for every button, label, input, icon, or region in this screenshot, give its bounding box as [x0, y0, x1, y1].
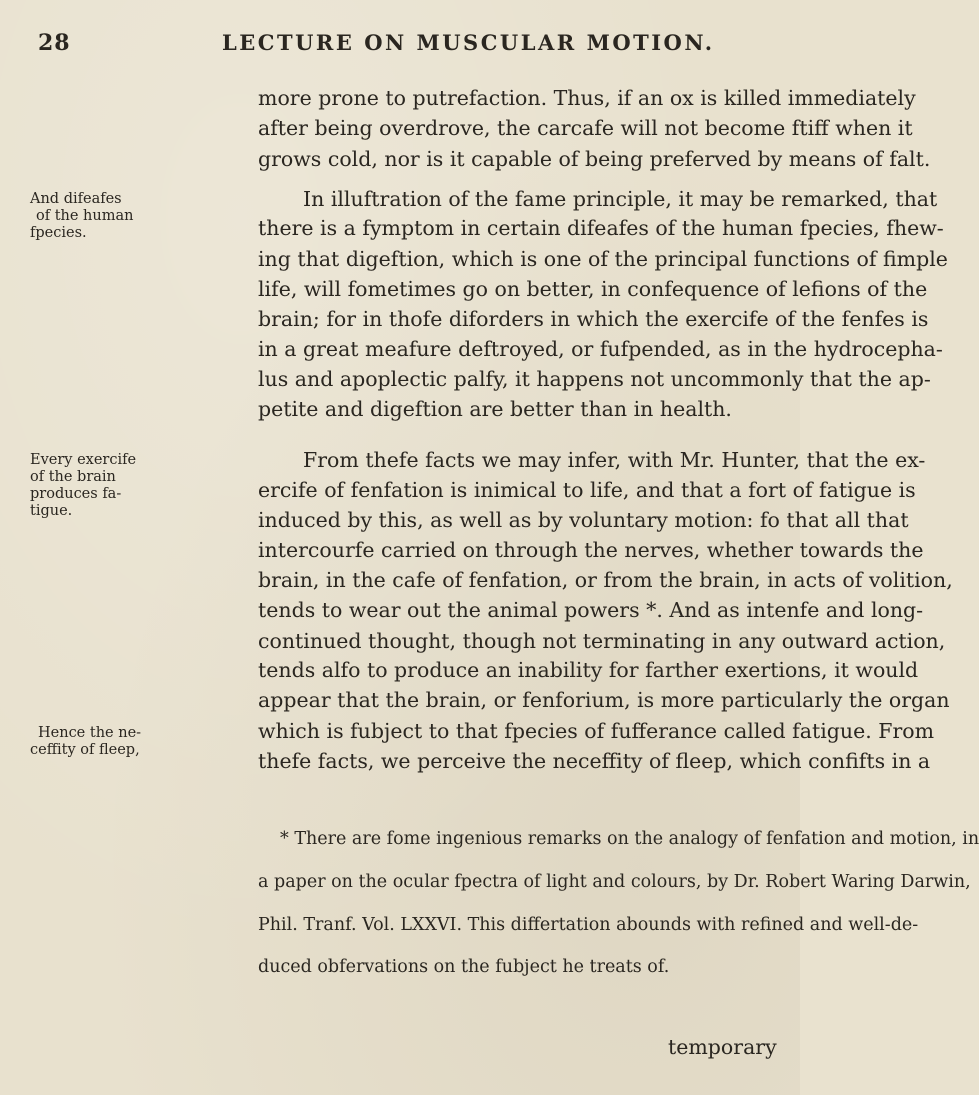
catchword: temporary: [668, 1035, 777, 1059]
margin-note-line: tigue.: [30, 503, 73, 519]
body-line: thefe facts, we perceive the neceffity of fleep, which confifts in a: [258, 749, 931, 773]
body-line: lus and apoplectic palfy, it happens not uncommonly that the ap-: [258, 367, 931, 391]
body-line: continued thought, though not terminating in any outward action,: [258, 629, 946, 653]
body-line: In illuftration of the fame principle, it may be remarked, that: [303, 187, 938, 211]
page-number: 28: [38, 30, 71, 56]
footnote-line: * There are fome ingenious remarks on the analogy of fenfation and motion, in: [280, 829, 979, 849]
running-head: LECTURE ON MUSCULAR MOTION.: [222, 30, 715, 55]
footnote-line: duced obfervations on the fubject he treats of.: [258, 957, 670, 977]
margin-note-line: produces fa-: [30, 486, 122, 502]
body-line: ing that digeftion, which is one of the principal functions of fimple: [258, 247, 948, 271]
body-line: in a great meafure deftroyed, or fufpended, as in the hydrocepha-: [258, 337, 943, 361]
body-line: more prone to putrefaction. Thus, if an ox is killed immediately: [258, 86, 916, 110]
margin-note-line: fpecies.: [30, 225, 87, 241]
body-line: intercourfe carried on through the nerves, whether towards the: [258, 538, 924, 562]
margin-note-line: Hence the ne-: [38, 725, 142, 741]
margin-note-line: of the human: [36, 208, 134, 224]
margin-note-diseases: [30, 191, 140, 242]
body-line: induced by this, as well as by voluntary motion: fo that all that: [258, 508, 909, 532]
body-line: grows cold, nor is it capable of being preferved by means of falt.: [258, 147, 931, 171]
footnote-line: a paper on the ocular fpectra of light and colours, by Dr. Robert Waring Darwin,: [258, 872, 971, 892]
body-line: tends alfo to produce an inability for farther exertions, it would: [258, 658, 919, 682]
margin-note-fatigue: [30, 452, 140, 520]
margin-note-line: of the brain: [30, 469, 116, 485]
body-line: brain; for in thofe diforders in which the exercife of the fenfes is: [258, 307, 929, 331]
body-line: tends to wear out the animal powers *. And as intenfe and long-: [258, 598, 924, 622]
margin-note-sleep: [30, 725, 140, 759]
body-line: there is a fymptom in certain difeafes of the human fpecies, fhew-: [258, 216, 944, 240]
body-line: ercife of fenfation is inimical to life, and that a fort of fatigue is: [258, 478, 916, 502]
body-line: life, will fometimes go on better, in confequence of lefions of the: [258, 277, 928, 301]
body-line: brain, in the cafe of fenfation, or from the brain, in acts of volition,: [258, 568, 953, 592]
body-line: which is fubject to that fpecies of fufferance called fatigue. From: [258, 719, 935, 743]
margin-note-line: ceffity of fleep,: [30, 742, 140, 758]
body-line: after being overdrove, the carcafe will not become ftiff when it: [258, 116, 913, 140]
body-line: From thefe facts we may infer, with Mr. Hunter, that the ex-: [303, 448, 926, 472]
body-line: petite and digeftion are better than in health.: [258, 397, 732, 421]
footnote-line: Phil. Tranf. Vol. LXXVI. This differtation abounds with refined and well-de-: [258, 915, 919, 935]
margin-note-line: Every exercife: [30, 452, 137, 468]
margin-note-line: And difeafes: [30, 191, 122, 207]
body-line: appear that the brain, or fenforium, is more particularly the organ: [258, 688, 950, 712]
